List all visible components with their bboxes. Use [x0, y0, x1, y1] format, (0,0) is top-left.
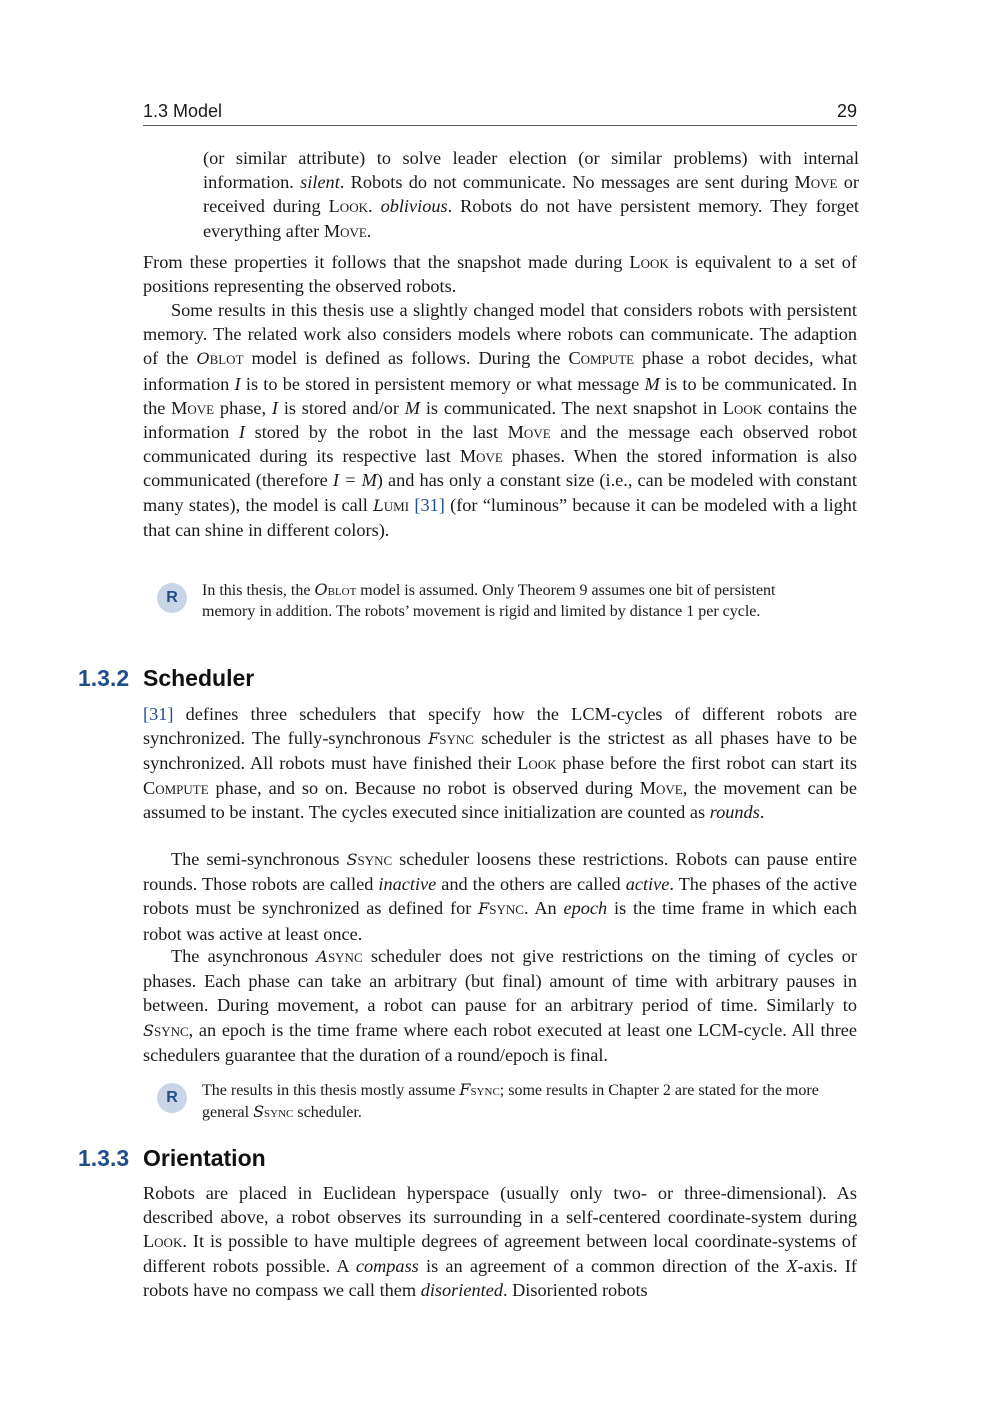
math-var-m: M [644, 373, 660, 394]
term-oblivious: oblivious [380, 196, 448, 217]
math-lumi: L [373, 495, 384, 515]
phase-look: Look [328, 196, 368, 217]
math-var-m: M [404, 397, 421, 418]
citation-link[interactable]: [31] [143, 704, 174, 724]
math-ssync: S [253, 1102, 265, 1121]
paragraph-schedulers-intro: [31] defines three schedulers that specify how the LCM-cycles of different robots are synchronized. The fully-synchronous Fsync scheduler is the strictest as all phases have to be synchronized. All robots must have finished their Look phase before the first robot can start its Compute phase, and so on. Because no robot is observed during Move, the movement can be assumed to be instant. The cycles executed since initialization are counted as rounds. [143, 704, 858, 822]
phase-move: Move [323, 220, 367, 241]
math-fsync: F [428, 729, 440, 749]
remark-text: In this thesis, the Oblot model is assumed. Only Theorem 9 assumes one bit of persistent memory in addition. The robots’ movement is rigid and limited by distance 1 per cycle. [202, 580, 776, 620]
property-list-continuation: (or similar attribute) to solve leader election (or similar problems) with internal information. silent. Robots do not communicate. No messages are sent during Move or received during Look. oblivious. Robots do not have persistent memory. They forget everything after Move. [203, 148, 860, 241]
phase-look: Look [517, 753, 557, 774]
section-title: Scheduler [143, 665, 255, 691]
math-ssync: S [143, 1020, 154, 1040]
term-rounds: rounds [709, 801, 760, 822]
section-number: 1.3.2 [78, 665, 130, 691]
phase-look: Look [722, 397, 763, 418]
header-section-title: 1.3 Model [143, 101, 223, 121]
phase-look: Look [143, 1231, 183, 1252]
section-number: 1.3.3 [78, 1145, 130, 1171]
math-equation: I = M [332, 470, 377, 491]
remark-box [157, 1079, 837, 1123]
term-compass: compass [355, 1255, 419, 1276]
phase-move: Move [507, 422, 551, 443]
remark-badge: R [157, 1083, 187, 1113]
running-header [143, 101, 857, 126]
phase-move: Move [459, 446, 503, 467]
math-oblot: O [314, 580, 328, 599]
phase-move: Move [171, 397, 215, 418]
paragraph-snapshot: From these properties it follows that the snapshot made during Look is equivalent to a set of positions representing the observed robots. [143, 252, 857, 297]
term-active: active [625, 874, 670, 895]
math-oblot: O [196, 349, 210, 369]
math-ssync: S [346, 850, 358, 869]
term-inactive: inactive [378, 874, 437, 895]
paragraph-orientation: Robots are placed in Euclidean hyperspace (usually only two- or three-dimensional). As described above, a robot observes its surrounding in a self-centered coordinate-system during Look. It is possible to have multiple degrees of agreement between local coordinate-systems of different robots possible. A compass is an agreement of a common direction of the X-axis. If robots have no compass we call them disoriented. Disoriented robots [143, 1183, 857, 1300]
remark-badge: R [157, 583, 187, 613]
remark-text: The results in this thesis mostly assume Fsync; some results in Chapter 2 are stated for the more general Ssync scheduler. [202, 1080, 819, 1121]
remark-box [157, 579, 837, 643]
phase-look: Look [629, 252, 669, 272]
phase-move: Move [639, 777, 683, 798]
phase-move: Move [794, 172, 838, 193]
term-disoriented: disoriented [420, 1279, 503, 1300]
phase-compute: Compute [143, 777, 209, 798]
math-var-i: I [238, 422, 246, 443]
math-var-i: I [234, 373, 241, 394]
term-epoch: epoch [563, 898, 608, 919]
math-fsync: F [478, 899, 490, 919]
math-var-i: I [271, 397, 279, 418]
phase-compute: Compute [568, 348, 635, 369]
paragraph-ssync: The semi-synchronous Ssync scheduler loosens these restrictions. Robots can pause entire rounds. Those robots are called inactive and the others are called active. The phases of the active robots must be synchronized as defined for Fsync. An epoch is the time frame in which each robot was active at least once. [143, 849, 857, 944]
math-fsync: F [459, 1080, 471, 1099]
section-title: Orientation [143, 1145, 266, 1171]
term-silent: silent [300, 172, 340, 193]
paragraph-async: The asynchronous Async scheduler does not give restrictions on the timing of cycles or phases. Each phase can take an arbitrary (but final) amount of time with arbitrary pauses in between. During movement, a robot can pause for an arbitrary period of time. Similarly to Ssync, an epoch is the time frame where each robot executed at least one LCM-cycle. All three schedulers guarantee that the duration of a round/epoch is final. [143, 946, 857, 1065]
math-var-x: X [786, 1255, 798, 1276]
math-async: A [316, 947, 328, 966]
paragraph-persistent-memory: Some results in this thesis use a slightly changed model that considers robots with persistent memory. The related work also considers models where robots can communicate. The adaption of the Oblot model is defined as follows. During the Compute phase a robot decides, what information I is to be stored in persistent memory or what message M is to be communicated. In the Move phase, I is stored and/or M is communicated. The next snapshot in Look contains the information I stored by the robot in the last Move and the message each observed robot communicated during its respective last Move phases. When the stored information is also communicated (therefore I = M) and has only a constant size (i.e., can be modeled with constant many states), the model is call Lumi [31] (for “luminous” because it can be modeled with a light that can shine in different colors). [143, 300, 858, 540]
section-heading-orientation [78, 1145, 858, 1175]
page-number: 29 [836, 101, 857, 121]
section-heading-scheduler [78, 665, 858, 695]
citation-link[interactable]: [31] [414, 494, 445, 515]
